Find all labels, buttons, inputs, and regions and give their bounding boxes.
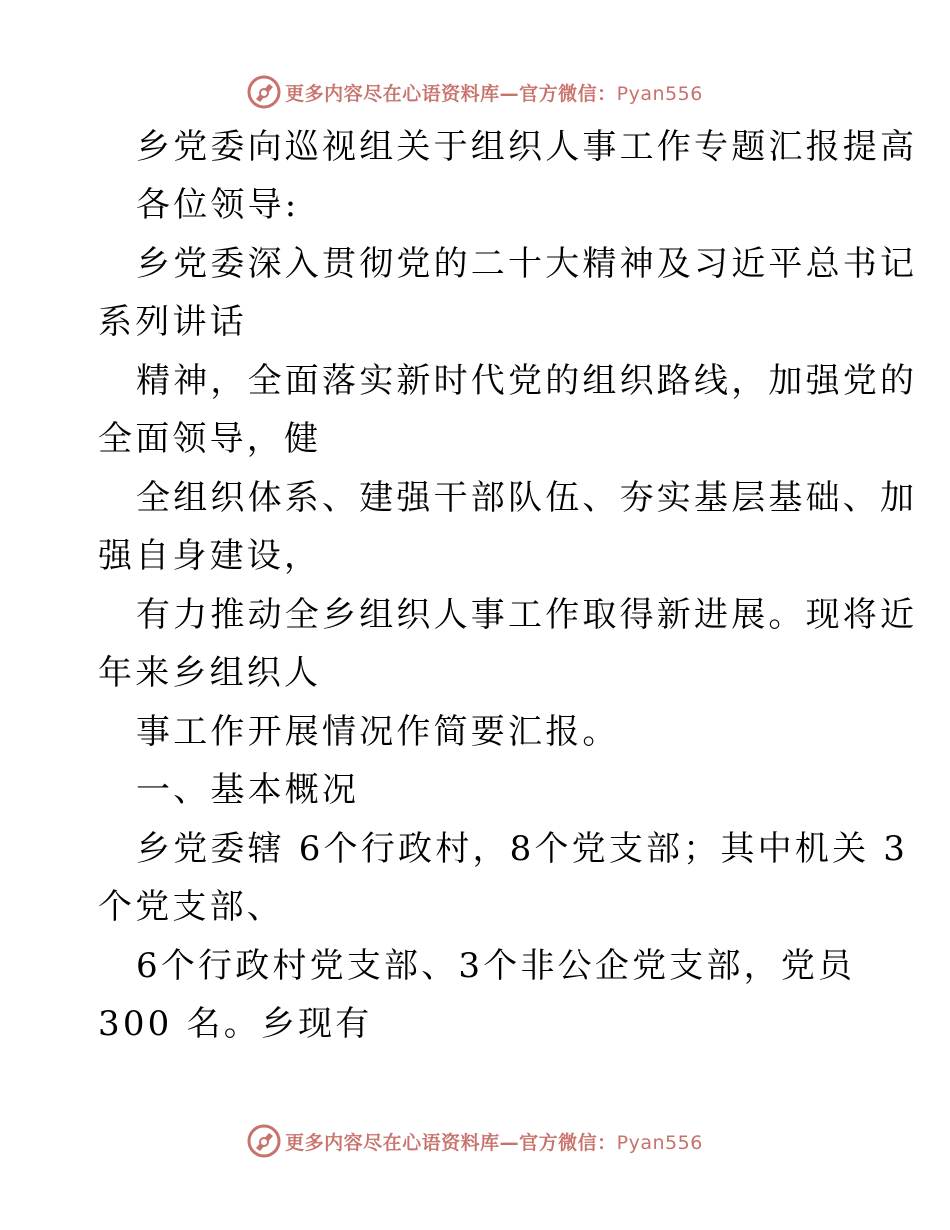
paragraph-line: 个党支部、	[98, 887, 284, 927]
wechat-id: Pyan556	[616, 82, 703, 105]
paragraph-line: 6个行政村党支部、3个非公企党支部，党员	[136, 946, 856, 986]
paragraph-line: 300 名。乡现有	[98, 1004, 373, 1044]
paragraph-line: 精神，全面落实新时代党的组织路线，加强党的	[136, 361, 918, 401]
wechat-id: Pyan556	[616, 1131, 703, 1154]
paragraph-line: 事工作开展情况作简要汇报。	[136, 712, 620, 752]
watermark-footer	[0, 1121, 950, 1161]
watermark-text: 更多内容尽在心语资料库—官方微信：Pyan556	[285, 1131, 703, 1154]
salutation: 各位领导:	[136, 185, 300, 225]
watermark-text: 更多内容尽在心语资料库—官方微信：Pyan556	[285, 82, 703, 105]
paragraph-line: 全组织体系、建强干部队伍、夯实基层基础、加	[136, 478, 918, 518]
paragraph-line: 乡党委深入贯彻党的二十大精神及习近平总书记	[136, 244, 918, 284]
section-heading: 一、基本概况	[136, 770, 360, 810]
paragraph-line: 年来乡组织人	[98, 653, 322, 693]
paragraph-line: 乡党委辖 6个行政村，8个党支部；其中机关 3	[136, 829, 909, 869]
pen-logo-icon	[247, 1124, 281, 1158]
paragraph-line: 有力推动全乡组织人事工作取得新进展。现将近	[136, 595, 918, 635]
paragraph-line: 全面领导，健	[98, 419, 322, 459]
doc-title: 乡党委向巡视组关于组织人事工作专题汇报提高	[136, 127, 918, 167]
paragraph-line: 系列讲话	[98, 302, 247, 342]
paragraph-line: 强自身建设，	[98, 536, 322, 576]
